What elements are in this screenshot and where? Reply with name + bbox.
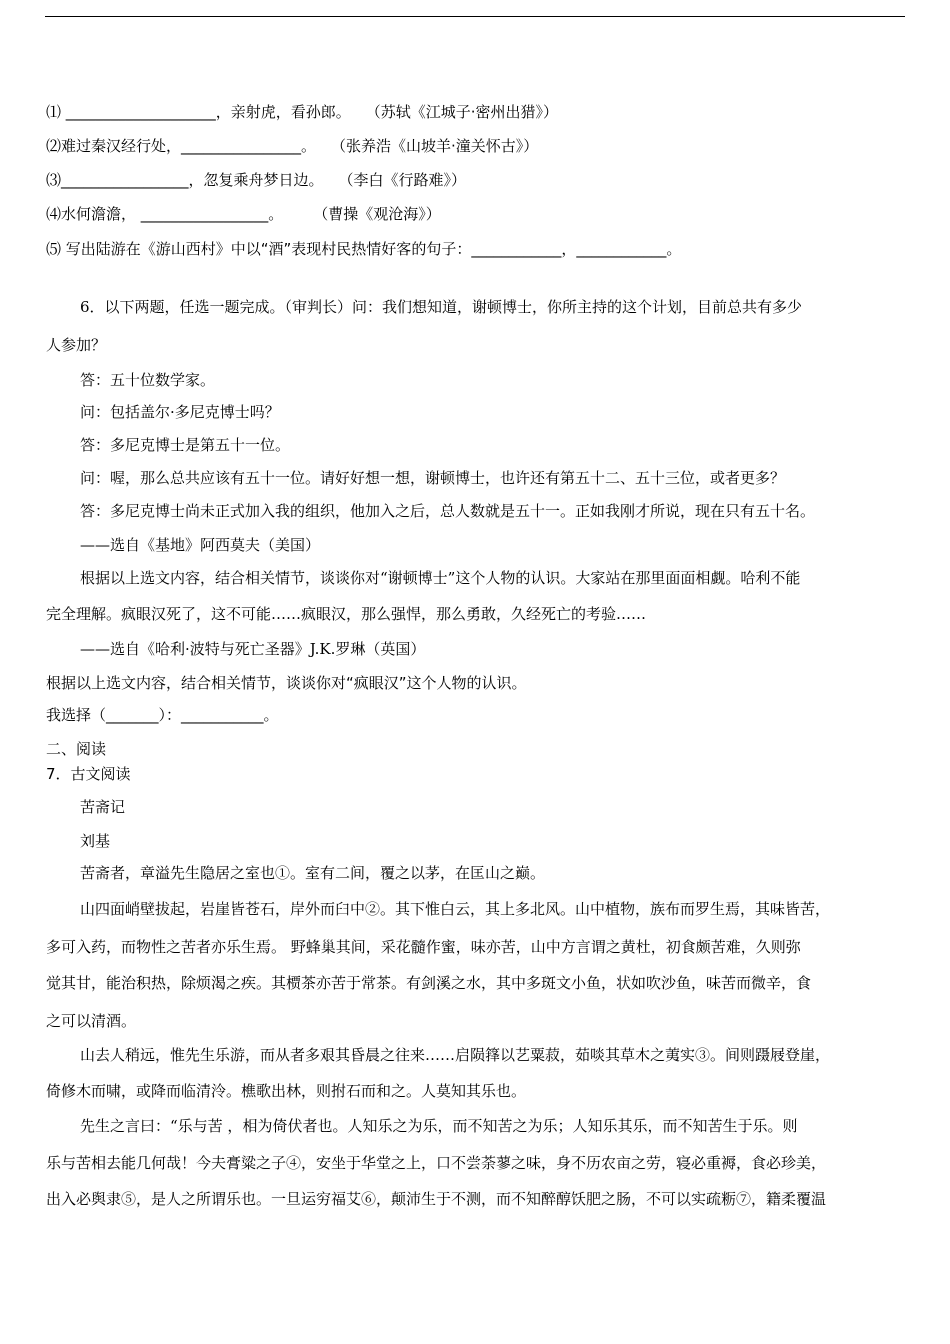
essay-paragraph: 山四面峭壁拔起，岩崖皆苍石，岸外而臼中②。其下惟白云，其上多北风。山中植物，族布而罗生焉，其味皆苦， — [80, 900, 831, 918]
essay-paragraph-cont: 之可以清酒。 — [46, 1012, 137, 1030]
dialogue-line: 答：多尼克博士尚未正式加入我的组织，他加入之后，总人数就是五十一。正如我刚才所说，现在只有五十名。 — [80, 502, 816, 520]
essay-author: 刘基 — [80, 832, 111, 850]
fill-in-item-2: ⑵难过秦汉经行处，________________。 （张养浩《山坡羊·潼关怀古》） — [46, 137, 539, 155]
header-rule — [45, 16, 905, 17]
q6-intro: 6．以下两题，任选一题完成。（审判长）问：我们想知道，谢顿博士，你所主持的这个计划，目前总共有多少 — [80, 298, 803, 316]
essay-paragraph-cont: 乐与苦相去能几何哉！今夫膏粱之子④，安坐于华堂之上，口不尝荼蓼之味，身不历农亩之劳，寝必重褥，食必珍美， — [46, 1154, 827, 1172]
dialogue-line: 答：五十位数学家。 — [80, 371, 216, 389]
essay-paragraph: 山去人稍远，惟先生乐游，而从者多艰其昏晨之往来……启陨箨以艺粟菽，茹啖其草木之荑实③。间则蹑屐登崖， — [80, 1046, 831, 1064]
dialogue-line: 问：包括盖尔·多尼克博士吗？ — [80, 403, 280, 421]
essay-paragraph-cont: 觉其甘，能治积热，除烦渴之疾。其槚茶亦苦于常茶。有剑溪之水，其中多斑文小鱼，状如吹沙鱼，味苦而微辛，食 — [46, 974, 812, 992]
dialogue-line: 答：多尼克博士是第五十一位。 — [80, 436, 291, 454]
essay-paragraph-cont: 出入必舆隶⑤，是人之所谓乐也。一旦运穷福艾⑥，颠沛生于不测，而不知醉醇饫肥之肠，不可以实疏粝⑦，籍柔覆温 — [46, 1190, 827, 1208]
dialogue-line: 问：喔，那么总共应该有五十一位。请好好想一想，谢顿博士，也许还有第五十二、五十三位，或者更多？ — [80, 469, 786, 487]
essay-paragraph-cont: 多可入药，而物性之苦者亦乐生焉。 野蜂巢其间，采花髓作蜜，味亦苦，山中方言谓之黄杜，初食颇苦难，久则弥 — [46, 938, 801, 956]
prompt-paragraph: 根据以上选文内容，结合相关情节，谈谈你对“疯眼汉”这个人物的认识。 — [46, 674, 527, 692]
prompt-paragraph: 根据以上选文内容，结合相关情节，谈谈你对“谢顿博士”这个人物的认识。大家站在那里面面相觑。哈利不能 — [80, 569, 801, 587]
section-heading: 二、阅读 — [46, 740, 107, 758]
prompt-paragraph-cont: 完全理解。疯眼汉死了，这不可能……疯眼汉，那么强悍，那么勇敢，久经死亡的考验…… — [46, 605, 647, 623]
fill-in-item-3: ⑶_________________，忽复乘舟梦日边。 （李白《行路难》） — [46, 171, 467, 189]
fill-in-item-5: ⑸ 写出陆游在《游山西村》中以“酒”表现村民热情好客的句子：____________，____________。 — [46, 240, 682, 258]
essay-paragraph-cont: 倚修木而啸，或降而临清泠。樵歌出林，则拊石而和之。人莫知其乐也。 — [46, 1082, 527, 1100]
essay-title: 苦斋记 — [80, 798, 126, 816]
source-citation: ——选自《基地》阿西莫夫（美国） — [80, 536, 321, 554]
essay-paragraph: 苦斋者，章溢先生隐居之室也①。室有二间，覆之以茅，在匡山之巅。 — [80, 864, 546, 882]
fill-in-item-1: ⑴ ____________________，亲射虎，看孙郎。 （苏轼《江城子·密州出猎》） — [46, 103, 559, 121]
q6-intro-cont: 人参加？ — [46, 336, 107, 354]
fill-in-item-4: ⑷水何澹澹， _________________。 （曹操《观沧海》） — [46, 205, 441, 223]
source-citation: ——选自《哈利·波特与死亡圣器》J.K.罗琳（英国） — [80, 640, 426, 658]
essay-paragraph: 先生之言曰：“乐与苦 ，相为倚伏者也。人知乐之为乐，而不知苦之为乐；人知乐其乐，而不知苦生于乐。则 — [80, 1117, 798, 1135]
answer-choice-line: 我选择（_______）：___________。 — [46, 706, 279, 724]
question-heading: 7．古文阅读 — [46, 765, 131, 783]
